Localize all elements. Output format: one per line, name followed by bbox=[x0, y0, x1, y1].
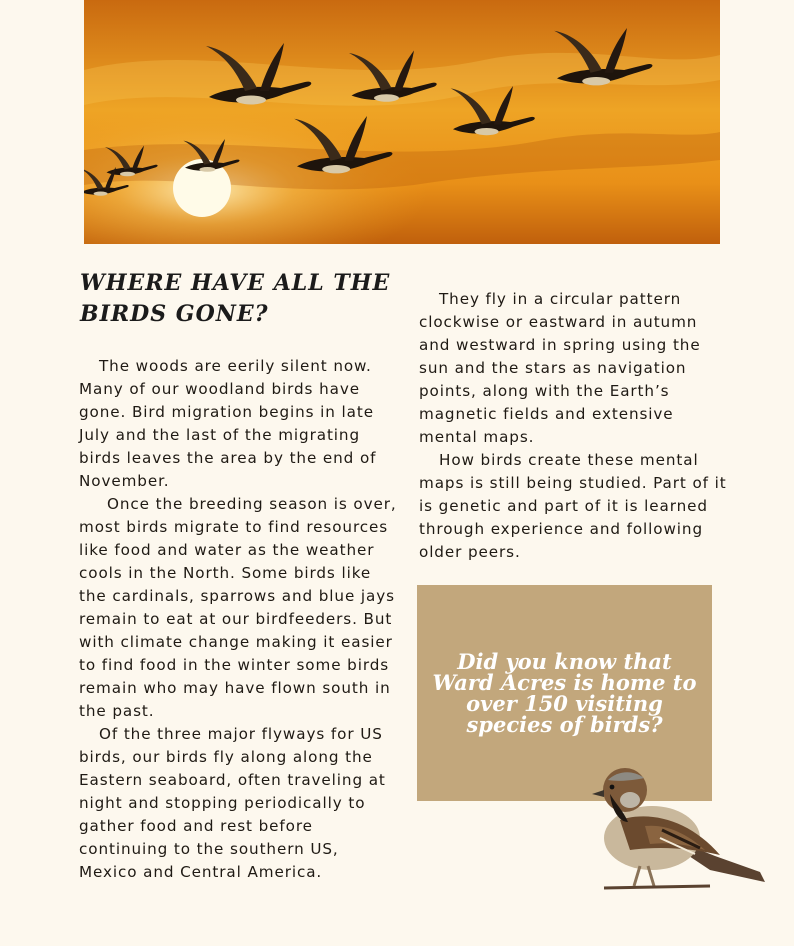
sparrow-icon bbox=[590, 760, 770, 900]
article-title-line: WHERE HAVE ALL THE bbox=[80, 270, 391, 296]
callout-line: Did you know that bbox=[457, 649, 672, 674]
right-column bbox=[419, 288, 729, 564]
callout-line: Ward Acres is home to bbox=[432, 670, 697, 695]
hero-image-geese-sunset bbox=[84, 0, 720, 244]
body-paragraph: The woods are eerily silent now. Many of our woodland birds have gone. Bird migration begins in late July and the last of the migrating birds leaves the area by the end of November. bbox=[79, 357, 377, 490]
callout-text bbox=[417, 651, 712, 735]
callout-line: species of birds? bbox=[466, 712, 663, 737]
body-paragraph: Once the breeding season is over, most birds migrate to find resources like food and water as the weather cools in the North. Some birds like the cardinals, sparrows and blue jays remain to eat at our birdfeeders. But with climate change making it easier to find food in the winter some birds remain who may have flown south in the past. bbox=[79, 495, 397, 720]
body-paragraph: They fly in a circular pattern clockwise or eastward in autumn and westward in spring using the sun and the stars as navigation points, along with the Earth’s magnetic fields and extensive mental maps. bbox=[419, 290, 701, 446]
left-column bbox=[79, 355, 399, 884]
body-paragraph: Of the three major flyways for US birds, our birds fly along along the Eastern seaboard, often traveling at night and stopping periodically to gather food and rest before continuing to the southern US, Mexico and Central America. bbox=[79, 725, 386, 881]
body-paragraph: How birds create these mental maps is still being studied. Part of it is genetic and part of it is learned through experience and following older peers. bbox=[419, 451, 727, 561]
article-title bbox=[80, 268, 400, 330]
article-title-line: BIRDS GONE? bbox=[80, 301, 269, 327]
callout-line: over 150 visiting bbox=[466, 691, 663, 716]
sunset-sky-illustration bbox=[84, 0, 720, 244]
